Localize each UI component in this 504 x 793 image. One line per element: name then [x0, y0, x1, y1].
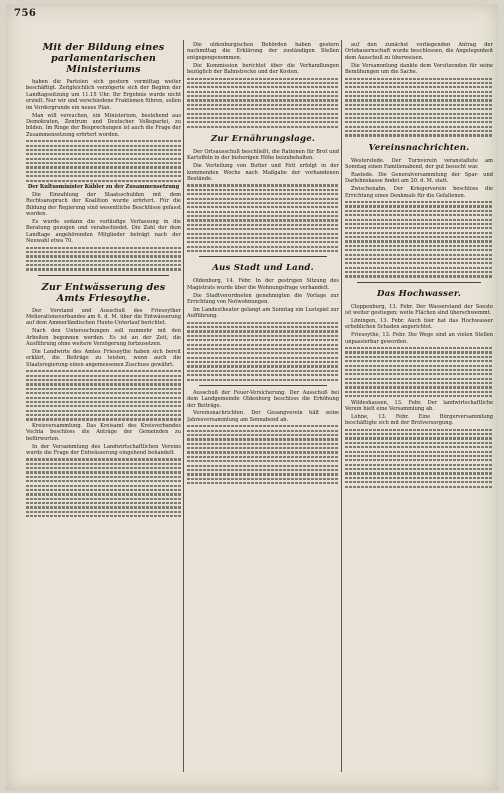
article-paragraph: Die Stadtverordneten genehmigten die Vorlage zur Errichtung von Notwohnungen.: [187, 292, 339, 305]
article-paragraph: Der Ortsausschuß beschließt, die Rationen für Brot und Kartoffeln in der bisherigen Höhe beizubehalten.: [187, 148, 339, 162]
article-paragraph: Zwischenahn. Der Kriegerverein beschloss die Errichtung eines Denkmals für die Gefallenen.: [345, 186, 493, 199]
news-note: Wildeshausen, 13. Febr. Der landwirtschaftliche Verein hielt eine Versammlung ab.: [345, 399, 493, 412]
headline-vereine: Vereinsnachrichten.: [368, 142, 470, 153]
article-paragraph: Die Versammlung dankte dem Vorsitzenden für seine Bemühungen um die Sache.: [345, 62, 493, 76]
article-paragraph: Friesoythe, 13. Febr. Die Wege sind an vielen Stellen unpassierbar geworden.: [345, 332, 493, 345]
article-paragraph: Oldenburg, 14. Febr. In der gestrigen Sitzung des Magistrats wurde über die Wohnungsfrage verhandelt.: [187, 278, 339, 291]
news-note: In der Versammlung des Landwirtschaftlichen Vereins wurde die Frage der Entwässerung eingehend behandelt.: [26, 443, 181, 456]
article-paragraph: Cloppenburg, 13. Febr. Der Wasserstand der Soeste ist weiter gestiegen; weite Flächen sind überschwemmt.: [345, 303, 493, 316]
article-paragraph: Löningen, 13. Febr. Auch hier hat das Hochwasser erheblichen Schaden angerichtet.: [345, 317, 493, 331]
headline-friesoythe: Zur Entwässerung des Amts Friesoythe.: [41, 281, 166, 304]
article-paragraph: Die Landwirte des Amtes Friesoythe haben sich bereit erklärt, die Beiträge zu leisten, wenn auch die Staatsregierung einen angemessenen Zuschuss gewährt.: [26, 349, 181, 368]
news-note: Vereinsnachrichten. Der Gesangverein hält seine Jahresversammlung am Sonnabend ab.: [187, 410, 339, 423]
newspaper-page: [6, 4, 498, 790]
article-paragraph: Rastede. Die Generalversammlung der Spar- und Darlehnskasse findet am 20. d. M. statt.: [345, 171, 493, 185]
left-column: [26, 42, 181, 772]
article-paragraph: Man will versuchen, ein Ministerium, bestehend aus Demokraten, Zentrum und Deutscher Volkspartei, zu bilden. Im Ringe der Besprechungen ist auch die Frage der Zusammensetzung erörtert worden.: [26, 112, 181, 138]
right-column: [345, 42, 493, 772]
column-rule: [183, 40, 184, 772]
headline-ministry: Mit der Bildung eines parlamentarischen Ministeriums: [42, 42, 165, 75]
article-paragraph: Die Kommission berichtet über die Verhandlungen bezüglich der Bahnstrecke und der Kosten.: [187, 62, 339, 76]
article-paragraph: Der Vorstand und Ausschuß des Friesoyther Meliorationsverbandes am 6. d. M. über die Entwässerung auf dem Ammerländischen Hunte-Unterlauf berichtet.: [26, 307, 181, 327]
column-rule: [341, 40, 342, 772]
news-note: Kreisversammlung. Das Kreisamt des Kreisverbandes Vechta beschloss die Anträge der Gemeinden zu befürworten.: [26, 422, 181, 442]
news-note: Ausschuß der Feuer-Versicherung. Der Ausschuß bei dem Landgemeinde Oldenburg beschloss die Erhöhung der Beiträge.: [187, 389, 339, 409]
article-paragraph: Die Einzahlung der Staatsschulden mit dem Rechtsanspruch der Koalition wurde erörtert. Für die Bildung der Regierung sind wesentliche Beschlüsse gefasst worden.: [26, 191, 181, 218]
headline-stadt-land: Aus Stadt und Land.: [212, 263, 314, 274]
article-paragraph: Im Landestheater gelangt am Sonntag ein Lustspiel zur Aufführung.: [187, 306, 339, 320]
article-paragraph: Die oldenburgischen Behörden haben gestern nachmittag die Erklärung der zuständigen Stellen entgegengenommen.: [187, 42, 339, 61]
section-divider: [199, 385, 327, 386]
article-paragraph: Westerstede. Der Turnverein veranstaltete am Sonntag einen Familienabend, der gut besucht war.: [345, 157, 493, 170]
article-paragraph: auf den zunächst vorliegenden Antrag der Ortsbauernschaft wurde beschlossen, die Angelegenheit dem Ausschuß zu überweisen.: [345, 42, 493, 61]
section-divider: [357, 282, 481, 283]
headline-ernaehrung: Zur Ernährungslage.: [210, 133, 316, 144]
news-note: Lohne, 13. Febr. Eine Bürgerversammlung beschäftigte sich mit der Brotversorgung.: [345, 413, 493, 427]
article-paragraph: Die Verteilung von Butter und Fett erfolgt in der kommenden Woche nach Maßgabe der vorhandenen Bestände.: [187, 163, 339, 182]
section-divider: [38, 275, 169, 276]
article-subheadline: Der Kultusminister Kübler zu der Zusammensetzung: [27, 183, 180, 190]
article-paragraph: Nach den Untersuchungen soll nunmehr mit den Arbeiten begonnen werden. Es ist an der Zeit, die Ausführung ohne weitere Verzögerung fortzusetzen.: [26, 328, 181, 348]
section-divider: [199, 256, 327, 257]
article-paragraph: haben die Parteien sich gestern vormittag weiter beschäftigt. Zeitgleichlich verzögerte sich der Beginn der Landtagssitzung um 11.15 Uhr. Ihr Ergebnis wurde nicht erzielt. Nur wir und verschiedene Fraktionen führen, sollen im Vordergrunde ein neues Plan.: [26, 79, 181, 111]
middle-column: [187, 42, 339, 772]
article-paragraph: Es wurde sodann die vorläufige Verfassung in die Beratung gezogen und verabschiedet. Die Zahl der dem Landtage angehörenden Mitglieder beträgt nach der Neuwahl etwa 70.: [26, 218, 181, 245]
page-number: 756: [14, 8, 37, 19]
headline-hochwasser: Das Hochwasser.: [376, 288, 462, 299]
